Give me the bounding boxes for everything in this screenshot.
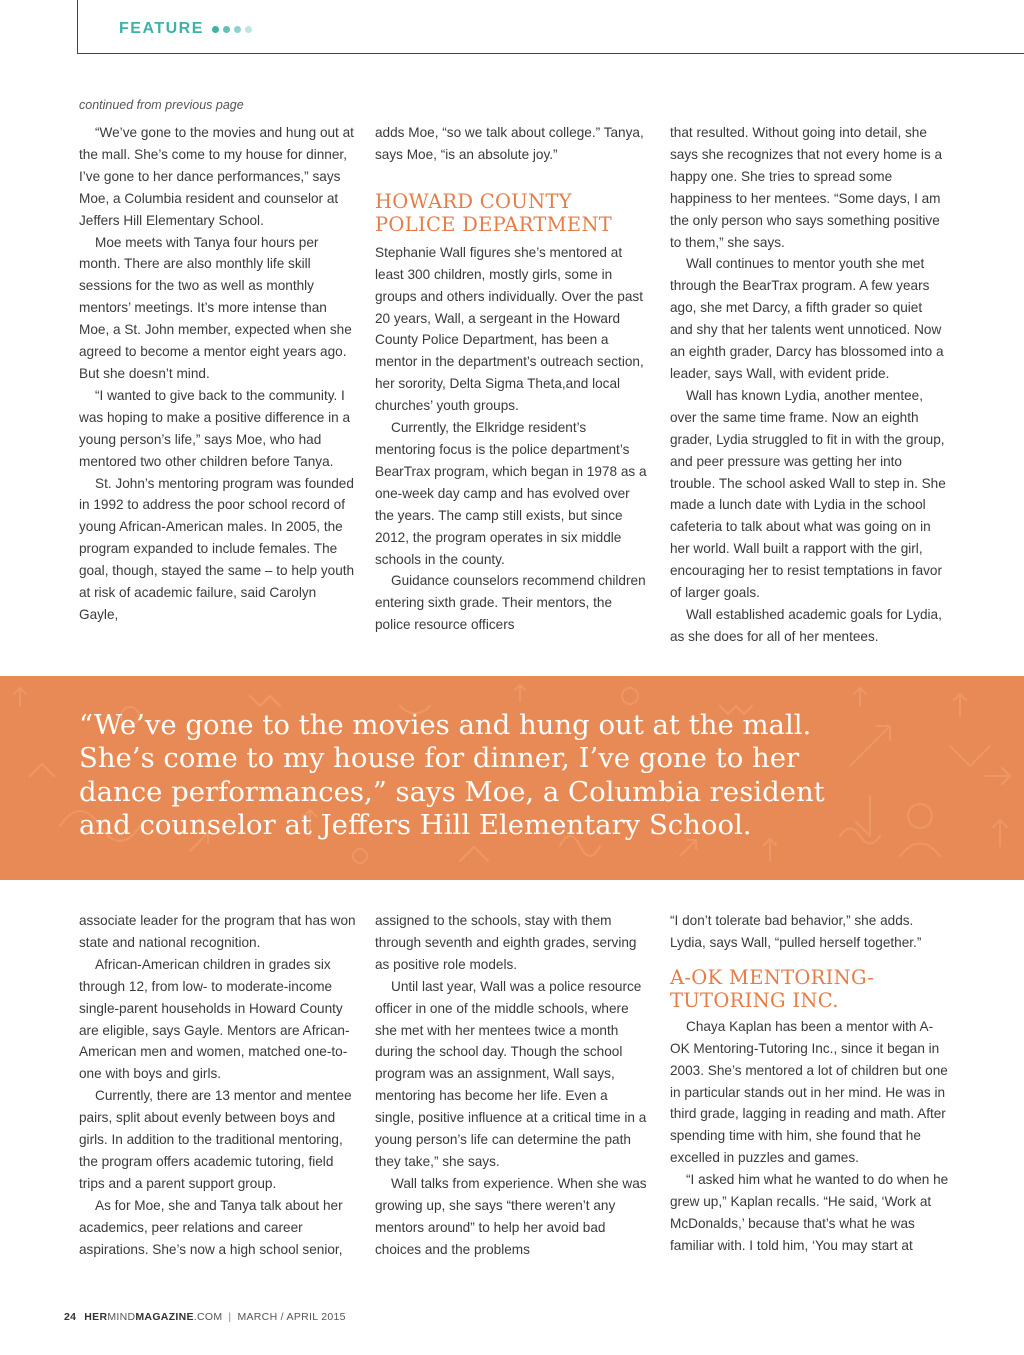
paragraph: adds Moe, “so we talk about college.” Tanya, says Moe, “is an absolute joy.” <box>375 125 644 162</box>
paragraph: Until last year, Wall was a police resource officer in one of the middle schools, where she met with her mentees twice a month during the school day. Though the school program was an assignment, Wall says, mentoring has become her life. Even a single, positive influence at a critical time in a young person’s life can determine the path they take,” she says. <box>375 978 647 1169</box>
site-com: .COM <box>193 1311 223 1323</box>
site-magazine: MAGAZINE <box>135 1311 194 1323</box>
paragraph: St. John’s mentoring program was founded in 1992 to address the poor school record of young African-American males. In 2005, the program expanded to include females. The goal, though, stayed the same – to help youth at risk of academic failure, said Carolyn Gayle, <box>79 475 355 622</box>
site-mind: MIND <box>107 1311 136 1323</box>
paragraph: Moe meets with Tanya four hours per month. There are also monthly life skill sessions for the two as well as monthly mentors’ meetings. It’s more intense than Moe, a St. John member, expected when she agreed to become a mentor eight years ago. But she doesn’t mind. <box>79 234 352 381</box>
bottom-column-3 <box>670 910 950 1257</box>
heading-howard-county: HOWARD COUNTY POLICE DEPARTMENT <box>375 189 613 236</box>
paragraph: Wall established academic goals for Lydia, as she does for all of her mentees. <box>670 606 942 644</box>
pull-quote-band <box>0 676 1024 880</box>
pull-quote-text: “We’ve gone to the movies and hung out at the mall. She’s come to my house for dinner, I’ve gone to her dance performances,” says Moe, a Columbia resident and counselor at Jeffers Hill Elementary School. <box>79 709 825 841</box>
header-horizontal-rule <box>77 53 1024 54</box>
paragraph: “I don’t tolerate bad behavior,” she adds. Lydia, says Wall, “pulled herself together.” <box>670 913 922 950</box>
paragraph: Currently, there are 13 mentor and mentee pairs, split about evenly between boys and girls. In addition to the traditional mentoring, the program offers academic tutoring, field trips and a parent support group. <box>79 1088 352 1191</box>
paragraph: Currently, the Elkridge resident’s mentoring focus is the police department’s BearTrax program, which began in 1978 as a one-week day camp and has evolved over the years. The camp still exists, but since 2012, the program operates in six middle schools in the county. <box>375 420 647 567</box>
continued-note: continued from previous page <box>79 98 244 112</box>
top-column-3 <box>670 122 948 648</box>
paragraph: “I asked him what he wanted to do when he grew up,” Kaplan recalls. “He said, ‘Work at McDonalds,’ because that’s what he was familiar with. I told him, ‘You may start at <box>670 1172 949 1253</box>
top-column-2 <box>375 122 650 636</box>
section-dot <box>212 26 219 33</box>
header-vertical-rule <box>77 0 78 54</box>
paragraph: Guidance counselors recommend children entering sixth grade. Their mentors, the police resource officers <box>375 573 646 633</box>
top-column-1 <box>79 122 359 626</box>
section-dot <box>245 26 252 33</box>
paragraph: African-American children in grades six through 12, from low- to moderate-income single-parent households in Howard County are eligible, says Gayle. Mentors are African-American men and women, matched one-to-one with boys and girls. <box>79 956 350 1082</box>
bottom-column-2 <box>375 910 650 1261</box>
paragraph: “I wanted to give back to the community. I was hoping to make a positive difference in a young person’s life,” says Moe, who had mentored two other children before Tanya. <box>79 387 351 469</box>
paragraph: Wall has known Lydia, another mentee, over the same time frame. Now an eighth grader, Lydia struggled to fit in with the group, and peer pressure was getting her into trouble. The school asked Wall to step in. She made a lunch date with Lydia in the school cafeteria to talk about what was going on in her world. Wall built a rapport with the girl, encouraging her to resist temptations in favor of larger goals. <box>670 387 946 601</box>
issue-date: MARCH / APRIL 2015 <box>237 1311 346 1323</box>
paragraph: Wall continues to mentor youth she met through the BearTrax program. A few years ago, she met Darcy, a fifth grader so quiet and shy that her talents went unnoticed. Now an eighth grader, Darcy has blossomed into a leader, says Wall, with evident pride. <box>670 256 944 381</box>
paragraph: “We’ve gone to the movies and hung out at the mall. She’s come to my house for dinner, I’ve gone to her dance performances,” says Moe, a Columbia resident and counselor at Jeffers Hill Elementary School. <box>79 125 354 228</box>
paragraph: associate leader for the program that has won state and national recognition. <box>79 913 356 950</box>
section-dot <box>223 26 230 33</box>
paragraph: assigned to the schools, stay with them through seventh and eighth grades, serving as positive role models. <box>375 913 637 972</box>
bottom-column-1 <box>79 910 359 1261</box>
page-footer <box>64 1311 346 1323</box>
heading-a-ok-mentoring: A-OK MENTORING-TUTORING INC. <box>670 965 875 1012</box>
section-dot <box>234 26 241 33</box>
paragraph: that resulted. Without going into detail, she says she recognizes that not every home is a happy one. She tries to spread some happiness to her mentees. “Some days, I am the only person who says something positive to them,” she says. <box>670 125 943 250</box>
section-label: FEATURE <box>119 20 204 37</box>
section-dots <box>212 26 252 33</box>
paragraph: As for Moe, she and Tanya talk about her academics, peer relations and career aspirations. She’s now a high school senior, <box>79 1197 343 1257</box>
page-number: 24 <box>64 1311 77 1323</box>
paragraph: Stephanie Wall figures she’s mentored at least 300 children, mostly girls, some in groups and others individually. Over the past 20 years, Wall, a sergeant in the Howard County Police Department, has been a mentor in the department’s outreach section, her sorority, Delta Sigma Theta,and local churches’ youth groups. <box>375 244 644 414</box>
paragraph: Chaya Kaplan has been a mentor with A-OK Mentoring-Tutoring Inc., since it began in 2003. She’s mentored a lot of children but one in particular stands out in her mind. He was in third grade, lagging in reading and math. After spending time with him, she found that he excelled in puzzles and games. <box>670 1018 948 1166</box>
site-her: HER <box>84 1311 108 1323</box>
footer-separator: | <box>228 1311 232 1323</box>
paragraph: Wall talks from experience. When she was growing up, she says “there weren’t any mentors around” to help her avoid bad choices and the problems <box>375 1175 647 1257</box>
